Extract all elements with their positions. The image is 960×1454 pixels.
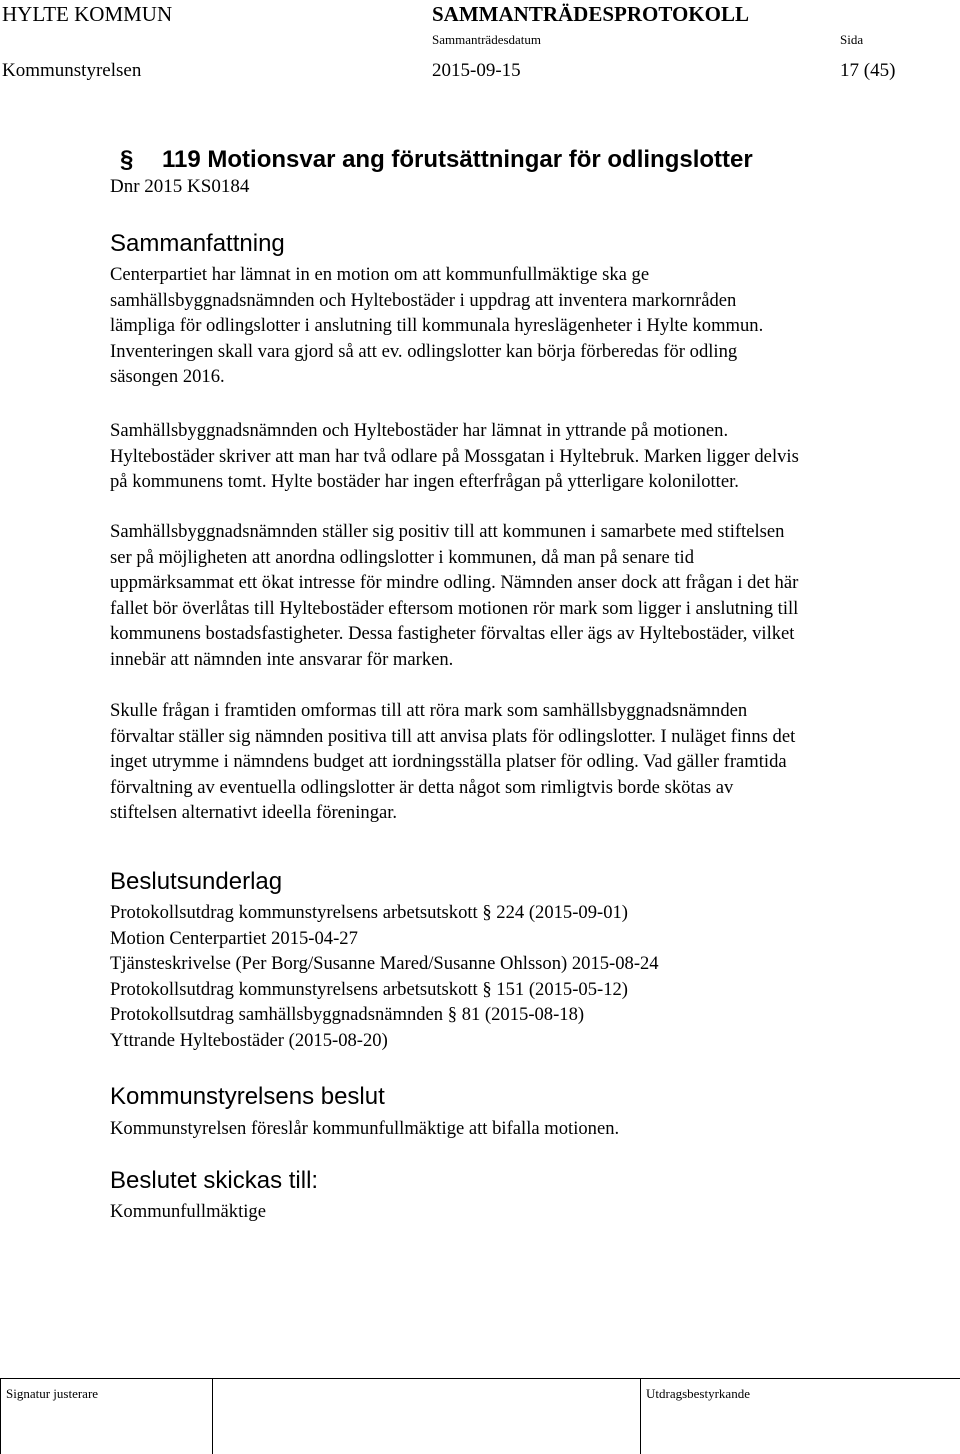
municipality-name: HYLTE KOMMUN [2,2,173,26]
list-item: Protokollsutdrag kommunstyrelsens arbetsutskott § 224 (2015-09-01) [110,902,628,923]
summary-paragraph-3 [110,519,940,673]
text-line: stiftelsen alternativt ideella föreningar. [110,802,398,824]
list-item: Tjänsteskrivelse (Per Borg/Susanne Mared/Susanne Ohlsson) 2015-08-24 [110,953,659,975]
decision-text [110,1116,940,1142]
footer-separator-2 [640,1378,641,1454]
text-line: Hyltebostäder skriver att man har två odlare på Mossgatan i Hyltebruk. Marken ligger delvis [110,445,799,467]
text-line: inget utrymme i nämndens budget att iordningsställa platser för odling. Vad gäller framtida [110,751,787,773]
text-line: Samhällsbyggnadsnämnden ställer sig positiv till att kommunen i samarbete med stiftelsen [110,521,785,542]
text-line: samhällsbyggnadsnämnden och Hyltebostäder i uppdrag att inventera markornråden [110,289,737,311]
text-line: Samhällsbyggnadsnämnden och Hyltebostäder har lämnat in yttrande på motionen. [110,420,729,441]
list-item: Motion Centerpartiet 2015-04-27 [110,927,358,949]
text-line: fallet bör överlåtas till Hyltebostäder eftersom motionen rör mark som ligger i anslutning till [110,597,799,619]
text-line: förvaltar ställer sig nämnden positiva till att anvisa plats för odlingslotter. I nuläget finns det [110,725,796,747]
text-line: uppmärksammat ett ökat intresse för mindre odling. Nämnden anser dock att frågan i det här [110,572,799,594]
text-line: förvaltning av eventuella odlingslotter är detta något som rimligtvis borde skötas av [110,776,734,798]
sent-to-heading: Beslutet skickas till: [110,1167,319,1194]
text-line: ser på möjligheten att anordna odlingslotter i kommunen, då man på senare tid [110,546,694,568]
section-symbol: § [120,146,134,173]
decision-heading: Kommunstyrelsens beslut [110,1083,385,1110]
page-number: 17 (45) [840,60,896,81]
date-label: Sammanträdesdatum [432,32,542,47]
item-title: 119 Motionsvar ang förutsättningar för odlingslotter [162,146,753,173]
text-line: Kommunfullmäktige [110,1201,266,1222]
body-name: Kommunstyrelsen [2,60,142,81]
text-line: Centerpartiet har lämnat in en motion om att kommunfullmäktige ska ge [110,264,650,285]
extract-label: Utdragsbestyrkande [646,1386,750,1401]
summary-heading: Sammanfattning [110,230,285,257]
list-item: Protokollsutdrag kommunstyrelsens arbetsutskott § 151 (2015-05-12) [110,978,628,1000]
footer-divider [0,1378,960,1379]
document-type: SAMMANTRÄDESPROTOKOLL [432,2,749,26]
footer-border-left [0,1378,1,1454]
text-line: lämpliga för odlingslotter i anslutning till kommunala hyreslägenheter i Hylte kommun. [110,315,764,337]
footer-separator-1 [212,1378,213,1454]
text-line: på kommunens tomt. Hylte bostäder har ingen efterfrågan på ytterligare kolonilotter. [110,471,739,493]
summary-paragraph-2 [110,418,940,495]
signature-label: Signatur justerare [6,1386,99,1401]
text-line: innebär att nämnden inte ansvarar för marken. [110,648,454,670]
summary-paragraph-4 [110,698,940,826]
text-line: Skulle frågan i framtiden omformas till att röra mark som samhällsbyggnadsnämnden [110,700,748,721]
text-line: Kommunstyrelsen föreslår kommunfullmäktige att bifalla motionen. [110,1118,620,1139]
basis-heading: Beslutsunderlag [110,868,283,895]
text-line: Inventeringen skall vara gjord så att ev. odlingslotter kan börja förberedas för odling [110,340,738,362]
sent-to-text [110,1199,940,1225]
page-label: Sida [840,32,864,47]
text-line: säsongen 2016. [110,366,225,388]
summary-paragraph-1 [110,262,940,390]
meeting-date: 2015-09-15 [432,60,521,81]
text-line: kommunens bostadsfastigheter. Dessa fastigheter förvaltas eller ägs av Hyltebostäder, vilket [110,623,795,645]
basis-list [110,900,940,1054]
case-number: Dnr 2015 KS0184 [110,176,250,197]
list-item: Protokollsutdrag samhällsbyggnadsnämnden § 81 (2015-08-18) [110,1004,585,1026]
list-item: Yttrande Hyltebostäder (2015-08-20) [110,1029,388,1051]
